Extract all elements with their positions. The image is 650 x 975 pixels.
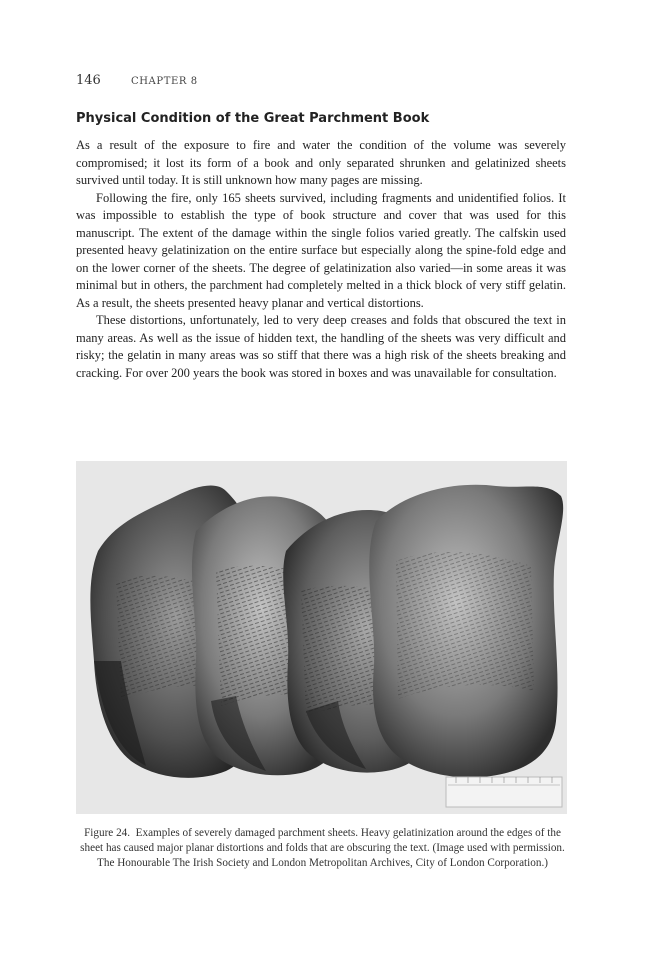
- page-number: 146: [76, 73, 101, 88]
- body-text: [76, 137, 566, 382]
- section-heading: Physical Condition of the Great Parchment Book: [76, 111, 430, 126]
- paragraph-2: Following the fire, only 165 sheets survived, including fragments and unidentified folios. It was impossible to establish the type of book structure and cover that was used for this manuscript. The extent of the damage within the single folios varied greatly. The calfskin used presented heavy gelatinization on the entire surface but especially along the spine-fold edge and on the lower corner of the sheets. The degree of gelatinization also varied—in some areas it was minimal but in others, the parchment had completely melted in a thick block of very stiff gelatin. As a result, the sheets presented heavy planar and vertical distortions.: [76, 190, 566, 310]
- parchment-photo-illustration: [76, 461, 567, 814]
- figure-photo-parchment-sheets: [76, 461, 567, 814]
- paragraph-1: As a result of the exposure to fire and water the condition of the volume was severely compromised; it lost its form of a book and only separated shrunken and gelatinized sheets survived until today. It is still unknown how many pages are missing.: [76, 138, 566, 187]
- paragraph-3: These distortions, unfortunately, led to very deep creases and folds that obscured the text in many areas. As well as the issue of hidden text, the handling of the sheets was very difficult and risky; the gelatin in many areas was so stiff that there was a high risk of the sheets breaking and cracking. For over 200 years the book was stored in boxes and was unavailable for consultation.: [76, 313, 566, 380]
- figure-caption: Figure 24. Examples of severely damaged parchment sheets. Heavy gelatinization around the edges of the sheet has caused major planar distortions and folds that are obscuring the text. (Image used with permission. The Honourable The Irish Society and London Metropolitan Archives, City of London Corporation.): [80, 827, 565, 869]
- chapter-label: CHAPTER 8: [130, 76, 198, 87]
- running-head: [76, 73, 576, 91]
